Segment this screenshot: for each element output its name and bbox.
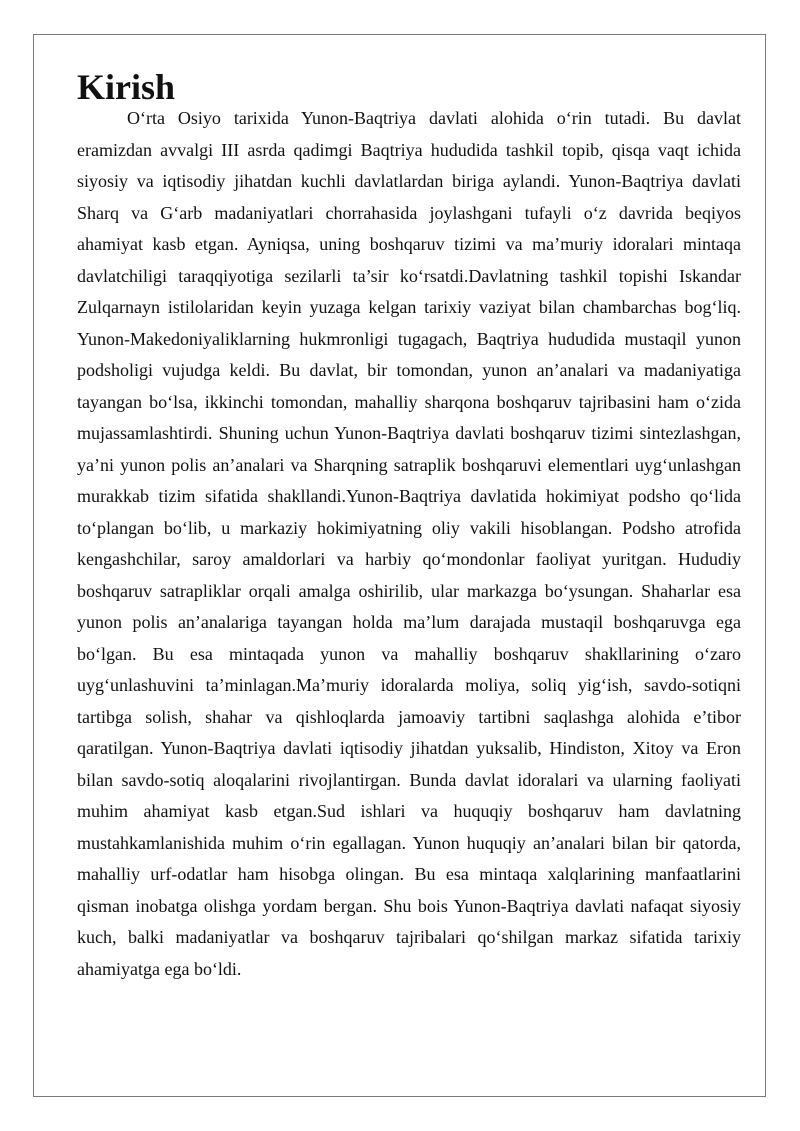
document-content — [77, 67, 741, 985]
section-heading: Kirish — [77, 67, 176, 107]
body-paragraph: O‘rta Osiyo tarixida Yunon-Baqtriya davlati alohida o‘rin tutadi. Bu davlat eramizdan avvalgi III asrda qadimgi Baqtriya hududida tashkil topib, qisqa vaqt ichida siyosiy va iqtisodiy jihatdan kuchli davlatlardan biriga aylandi. Yunon-Baqtriya davlati Sharq va G‘arb madaniyatlari chorrahasida joylashgani tufayli o‘z davrida beqiyos ahamiyat kasb etgan. Ayniqsa, uning boshqaruv tizimi va ma’muriy idoralari mintaqa davlatchiligi taraqqiyotiga sezilarli ta’sir ko‘rsatdi.Davlatning tashkil topishi Iskandar Zulqarnayn istilolaridan keyin yuzaga kelgan tarixiy vaziyat bilan chambarchas bog‘liq. Yunon-Makedoniyaliklarning hukmronligi tugagach, Baqtriya hududida mustaqil yunon podsholigi vujudga keldi. Bu davlat, bir tomondan, yunon an’analari va madaniyatiga tayangan bo‘lsa, ikkinchi tomondan, mahalliy sharqona boshqaruv tajribasini ham o‘zida mujassamlashtirdi. Shuning uchun Yunon-Baqtriya davlati boshqaruv tizimi sintezlashgan, ya’ni yunon polis an’analari va Sharqning satraplik boshqaruvi elementlari uyg‘unlashgan murakkab tizim sifatida shakllandi.Yunon-Baqtriya davlatida hokimiyat podsho qo‘lida to‘plangan bo‘lib, u markaziy hokimiyatning oliy vakili hisoblangan. Podsho atrofida kengashchilar, saroy amaldorlari va harbiy qo‘mondonlar faoliyat yuritgan. Hududiy boshqaruv satrapliklar orqali amalga oshirilib, ular markazga bo‘ysungan. Shaharlar esa yunon polis an’analariga tayangan holda ma’lum darajada mustaqil boshqaruvga ega bo‘lgan. Bu esa mintaqada yunon va mahalliy boshqaruv shakllarining o‘zaro uyg‘unlashuvini ta’minlagan.Ma’muriy idoralarda moliya, soliq yig‘ish, savdo-sotiqni tartibga solish, shahar va qishloqlarda jamoaviy tartibni saqlashga alohida e’tibor qaratilgan. Yunon-Baqtriya davlati iqtisodiy jihatdan yuksalib, Hindiston, Xitoy va Eron bilan savdo-sotiq aloqalarini rivojlantirgan. Bunda davlat idoralari va ularning faoliyati muhim ahamiyat kasb etgan.Sud ishlari va huquqiy boshqaruv ham davlatning mustahkamlanishida muhim o‘rin egallagan. Yunon huquqiy an’analari bilan bir qatorda, mahalliy urf-odatlar ham hisobga olingan. Bu esa mintaqa xalqlarining manfaatlarini qisman inobatga olishga yordam bergan. Shu bois Yunon-Baqtriya davlati nafaqat siyosiy kuch, balki madaniyatlar va boshqaruv tajribalari qo‘shilgan markaz sifatida tarixiy ahamiyatga ega bo‘ldi. — [77, 108, 741, 979]
